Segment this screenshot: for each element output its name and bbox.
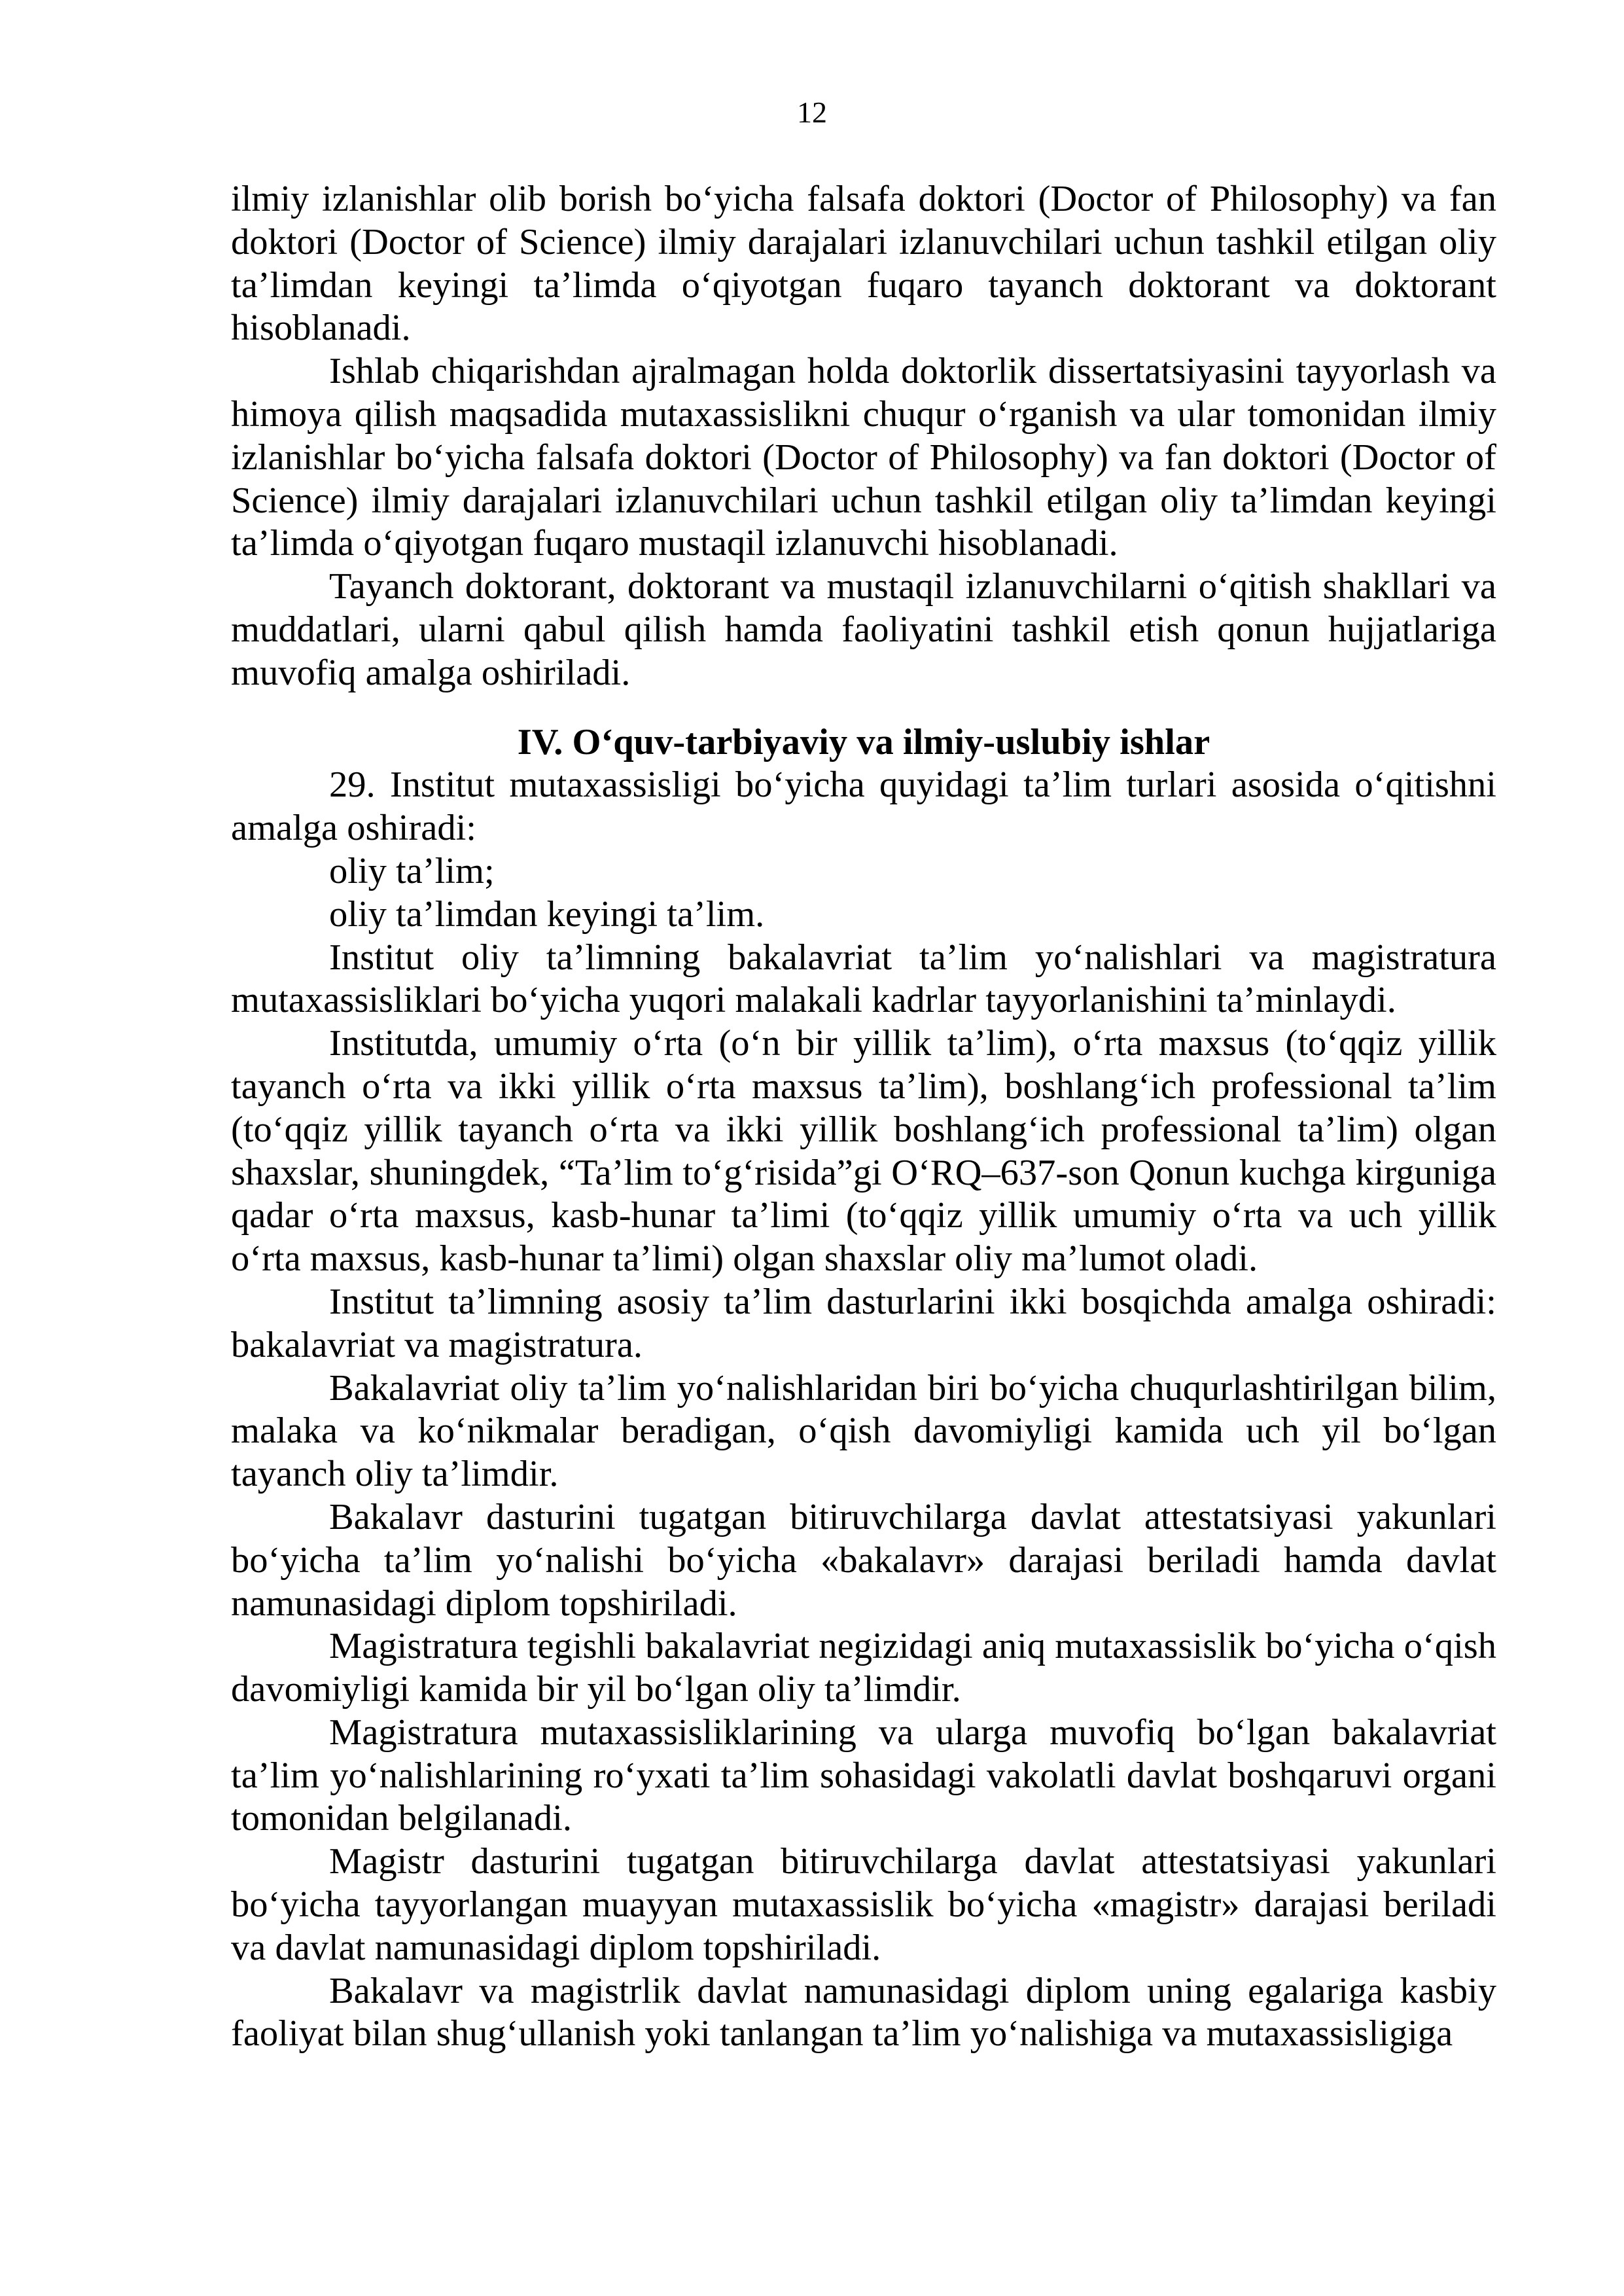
paragraph: Tayanch doktorant, doktorant va mustaqil izlanuvchilarni o‘qitish shakllari va muddatlari, ularni qabul qilish hamda faoliyatini tashkil etish qonun hujjatlariga muvofiq amalga oshiriladi. (231, 566, 1496, 693)
paragraph: ilmiy izlanishlar olib borish bo‘yicha falsafa doktori (Doctor of Philosophy) va fan doktori (Doctor of Science) ilmiy darajalari izlanuvchilari uchun tashkil etilgan oliy ta’limdan keyingi ta’limda o‘qiyotgan fuqaro tayanch doktorant va doktorant hisoblanadi. (231, 179, 1496, 349)
paragraph: Ishlab chiqarishdan ajralmagan holda doktorlik dissertatsiyasini tayyorlash va himoya qilish maqsadida mutaxassislikni chuqur o‘rganish va ular tomonidan ilmiy izlanishlar bo‘yicha falsafa doktori (Doctor of Philosophy) va fan doktori (Doctor of Science) ilmiy darajalari izlanuvchilari uchun tashkil etilgan oliy ta’limdan keyingi ta’limda o‘qiyotgan fuqaro mustaqil izlanuvchi hisoblanadi. (231, 351, 1496, 564)
document-body (231, 178, 1496, 2056)
paragraph: Institut ta’limning asosiy ta’lim dasturlarini ikki bosqichda amalga oshiradi: bakalavriat va magistratura. (231, 1281, 1496, 1365)
paragraph: Bakalavriat oliy ta’lim yo‘nalishlaridan biri bo‘yicha chuqurlashtirilgan bilim, malaka va ko‘nikmalar beradigan, o‘qish davomiyligi kamida uch yil bo‘lgan tayanch oliy ta’limdir. (231, 1367, 1496, 1495)
paragraph: Magistratura mutaxassisliklarining va ularga muvofiq bo‘lgan bakalavriat ta’lim yo‘nalishlarining ro‘yxati ta’lim sohasidagi vakolatli davlat boshqaruvi organi tomonidan belgilanadi. (231, 1712, 1496, 1839)
page-number: 12 (797, 96, 827, 129)
paragraph: Magistr dasturini tugatgan bitiruvchilarga davlat attestatsiyasi yakunlari bo‘yicha tayyorlangan muayyan mutaxassislik bo‘yicha «magistr» darajasi beriladi va davlat namunasidagi diplom topshiriladi. (231, 1841, 1496, 1968)
paragraph: Institut oliy ta’limning bakalavriat ta’lim yo‘nalishlari va magistratura mutaxassisliklari bo‘yicha yuqori malakali kadrlar tayyorlanishini ta’minlaydi. (231, 937, 1496, 1021)
section-heading: IV. O‘quv-tarbiyaviy va ilmiy-uslubiy ishlar (517, 721, 1210, 762)
paragraph: Bakalavr va magistrlik davlat namunasidagi diplom uning egalariga kasbiy faoliyat bilan shug‘ullanish yoki tanlangan ta’lim yo‘nalishiga va mutaxassisligiga (231, 1970, 1496, 2054)
paragraph: Institutda, umumiy o‘rta (o‘n bir yillik ta’lim), o‘rta maxsus (to‘qqiz yillik tayanch o‘rta va ikki yillik o‘rta maxsus ta’lim), boshlang‘ich professional ta’lim (to‘qqiz yillik tayanch o‘rta va ikki yillik boshlang‘ich professional ta’lim) olgan shaxslar, shuningdek, “Ta’lim to‘g‘risida”gi O‘RQ–637-son Qonun kuchga kirguniga qadar o‘rta maxsus, kasb-hunar ta’limi (to‘qqiz yillik umumiy o‘rta va uch yillik o‘rta maxsus, kasb-hunar ta’limi) olgan shaxslar oliy ma’lumot oladi. (231, 1023, 1496, 1280)
paragraph: 29. Institut mutaxassisligi bo‘yicha quyidagi ta’lim turlari asosida o‘qitishni amalga oshiradi: (231, 764, 1496, 849)
list-item: oliy ta’limdan keyingi ta’lim. (329, 893, 765, 935)
paragraph: Bakalavr dasturini tugatgan bitiruvchilarga davlat attestatsiyasi yakunlari bo‘yicha ta’lim yo‘nalishi bo‘yicha «bakalavr» darajasi beriladi hamda davlat namunasidagi diplom topshiriladi. (231, 1496, 1496, 1624)
list-item: oliy ta’lim; (329, 850, 495, 891)
paragraph: Magistratura tegishli bakalavriat negizidagi aniq mutaxassislik bo‘yicha o‘qish davomiyligi kamida bir yil bo‘lgan oliy ta’limdir. (231, 1626, 1496, 1710)
